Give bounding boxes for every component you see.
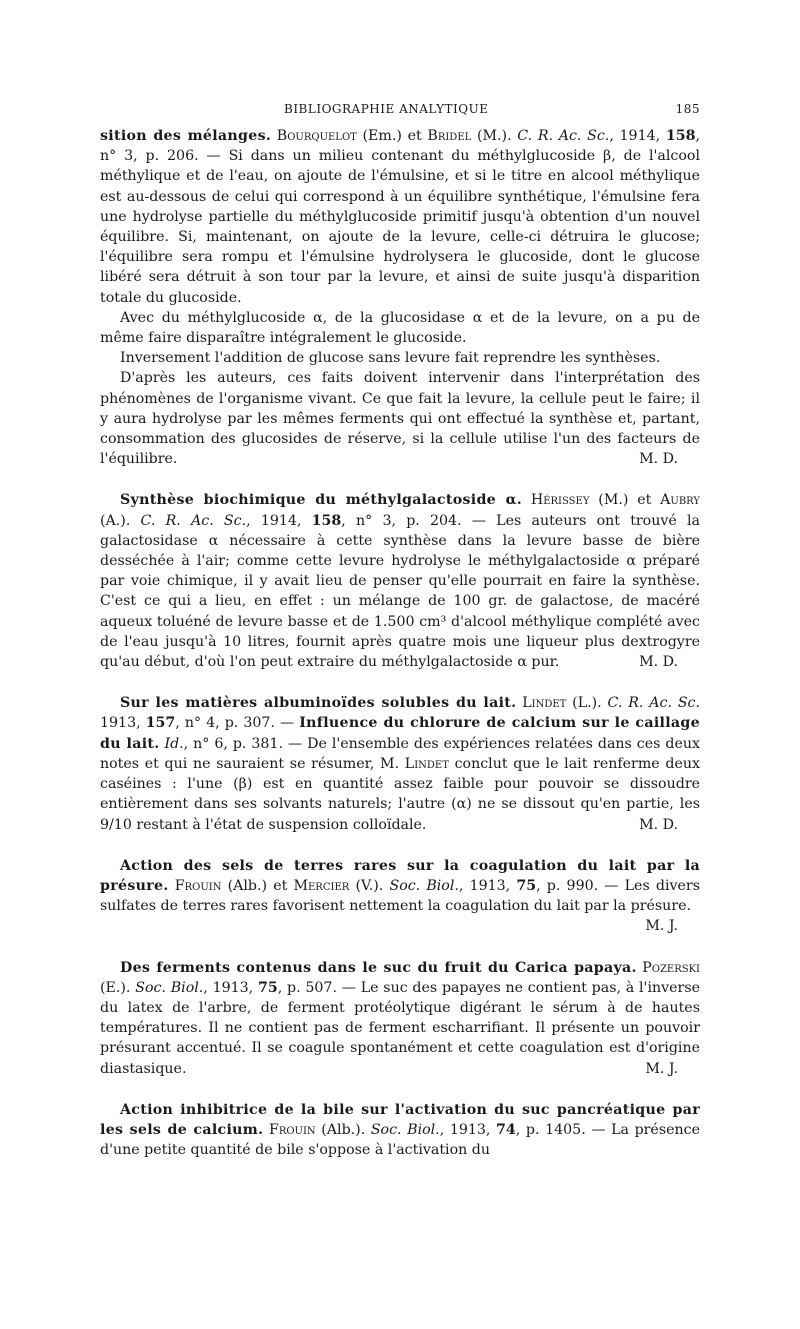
citation-year: , 1913, bbox=[203, 979, 258, 996]
entry-paragraph bbox=[100, 856, 700, 935]
author-name: Mercier bbox=[293, 877, 350, 894]
journal-name: C. R. Ac. Sc. bbox=[140, 512, 247, 529]
journal-name: C. R. Ac. Sc. bbox=[517, 128, 610, 144]
entry-title: Action des sels de terres rares sur la coagulation du lait par la présure. bbox=[100, 857, 700, 894]
author-name: Bridel bbox=[427, 128, 472, 144]
author-name: Lindet bbox=[522, 695, 567, 712]
citation-year: , 1914, bbox=[609, 128, 666, 144]
author-name: Hérissey bbox=[530, 492, 590, 509]
signature: M. D. bbox=[639, 654, 678, 671]
author-initial: (L.). bbox=[566, 695, 608, 712]
entry-bile bbox=[100, 1100, 700, 1161]
entry-carica-papaya bbox=[100, 958, 700, 1079]
entry-methylgalactoside bbox=[100, 490, 700, 672]
volume-number: 75 bbox=[257, 979, 278, 996]
entry-text: , p. 507. — Le suc des papayes ne contient pas, à l'inverse du latex de l'arbre, de ferment protéolytique digérant le sérum à de hautes températures. Il ne contient pas de ferment escharrifiant. Il présente un pouvoir présurant accentué. Il se coagule spontanément et cette coagulation est d'origine diastasique. bbox=[100, 979, 700, 1077]
author-name: Aubry bbox=[660, 492, 700, 509]
page-header bbox=[100, 100, 700, 120]
author-initial: (Alb.). bbox=[315, 1121, 371, 1138]
entry-text: , p. 990. — Les divers sulfates de terres rares favorisent nettement la coagulation du lait par la présure. bbox=[100, 877, 700, 915]
entry-text: conclut que le lait renferme deux caséines : l'une (β) est en quantité assez faible pour pouvoir se dissoudre entièrement dans ses solvants naturels; l'autre (α) ne se dissout qu'en partie, les 9/10 restant à l'état de suspension colloïdale. bbox=[100, 755, 700, 833]
signature: M. J. bbox=[645, 918, 678, 935]
author-name: Pozerski bbox=[642, 959, 700, 976]
entry-title: Synthèse biochimique du méthylgalactoside α. bbox=[120, 492, 523, 509]
journal-name: Soc. Biol. bbox=[135, 979, 204, 996]
journal-name: C. R. Ac. Sc. bbox=[607, 695, 700, 712]
page-number: 185 bbox=[675, 102, 700, 116]
entry-title: Sur les matières albuminoïdes solubles du lait. bbox=[120, 695, 517, 712]
volume-number: 74 bbox=[496, 1121, 516, 1138]
signature: M. D. bbox=[639, 816, 678, 833]
entry-title: Action inhibitrice de la bile sur l'activation du suc pancréatique par les sels de calcium. bbox=[100, 1101, 700, 1138]
entry-paragraph bbox=[100, 958, 700, 1079]
citation-year: , 1913, bbox=[458, 877, 517, 894]
author-initial: (M.) et bbox=[589, 492, 661, 509]
journal-name: Soc. Biol. bbox=[370, 1121, 440, 1138]
entry-paragraph bbox=[100, 693, 700, 834]
citation-year: , 1914, bbox=[246, 512, 312, 529]
entry-terres-rares bbox=[100, 856, 700, 937]
entry-text: , n° 6, p. 381. — De l'ensemble des expériences relatées dans ces deux notes et qui ne sauraient se résumer, M. bbox=[100, 735, 700, 772]
entry-text: , n° 3, p. 206. — Si dans un milieu contenant du méthylglucoside β, de l'alcool méthylique et de l'eau, on ajoute de l'émulsine, et si le titre en alcool méthylique est au-dessous de celui qui correspond à un équilibre synthétique, l'émulsine fera une hydrolyse partielle du méthylglucoside primitif jusqu'à obtention d'un nouvel équilibre. Si, maintenant, on ajoute de la levure, celle-ci détruira le glucose; l'équilibre sera rompu et l'émulsine hydrolysera le glucoside, dont le glucose libéré sera détruit à son tour par la levure, et ainsi de suite jusqu'à disparition totale du glucoside. bbox=[100, 128, 700, 306]
journal-name: Soc. Biol. bbox=[389, 877, 459, 894]
running-title: BIBLIOGRAPHIE ANALYTIQUE bbox=[284, 102, 489, 116]
entry-text: , n° 3, p. 204. — Les auteurs ont trouvé la galactosidase α nécessaire à cette synthèse dans la levure basse de bière desséchée à l'air; comme cette levure hydrolyse le méthylgalactoside α préparé par voie chimique, il y avait lieu de penser qu'elle pourrait en faire la synthèse. C'est ce qui a lieu, en effet : un mélange de 100 gr. de galactose, de macéré aqueux toluéné de levure basse et de 1.500 cm³ d'alcool méthylique complété avec de l'eau jusqu'à 10 litres, fournit après quatre mois une liqueur plus dextrogyre qu'au début, d'où l'on peut extraire du méthylgalactoside α pur. bbox=[100, 512, 700, 671]
author-name: Bourquelot bbox=[276, 128, 357, 144]
signature: M. J. bbox=[645, 1060, 678, 1077]
author-name: Frouin bbox=[174, 877, 222, 894]
entry-paragraph bbox=[100, 126, 700, 308]
entry-paragraph bbox=[100, 490, 700, 672]
author-name: Lindet bbox=[404, 755, 449, 772]
entry-paragraph bbox=[100, 368, 700, 469]
author-initial: (A.). bbox=[100, 512, 141, 529]
author-name: Frouin bbox=[268, 1121, 316, 1138]
citation-year: 1913, bbox=[100, 715, 146, 732]
entry-paragraph bbox=[100, 1100, 700, 1161]
entry-paragraph: Avec du méthylglucoside α, de la glucosidase α et de la levure, on a pu de même faire disparaître intégralement le glucoside. bbox=[100, 309, 700, 347]
volume-number: 75 bbox=[516, 877, 537, 894]
entry-title: sition des mélanges. bbox=[100, 128, 272, 144]
entry-albuminoides bbox=[100, 693, 700, 834]
volume-number: 157 bbox=[145, 715, 176, 732]
page-body bbox=[100, 126, 700, 1181]
entry-subtitle: Influence du chlorure de calcium sur le caillage du lait. bbox=[100, 715, 700, 752]
journal-name: Id. bbox=[164, 735, 184, 752]
author-initial: (M.). bbox=[471, 128, 518, 144]
citation-year: , 1913, bbox=[439, 1121, 497, 1138]
signature: M. D. bbox=[639, 451, 678, 468]
entry-text: D'après les auteurs, ces faits doivent intervenir dans l'interprétation des phénomènes de l'organisme vivant. Ce que fait la levure, la cellule peut le faire; il y aura hydrolyse par les mêmes ferments qui ont effectué la synthèse et, partant, consommation des glucosides de réserve, si la cellule utilise l'un des facteurs de l'équilibre. bbox=[100, 370, 700, 468]
author-initial: (Alb.) et bbox=[221, 877, 294, 894]
author-initial: (V.). bbox=[349, 877, 390, 894]
entry-text: , n° 4, p. 307. — bbox=[175, 715, 300, 732]
entry-melanges bbox=[100, 126, 700, 469]
author-initial: (E.). bbox=[100, 979, 136, 996]
entry-title: Des ferments contenus dans le suc du fruit du Carica papaya. bbox=[120, 959, 637, 976]
entry-text: , p. 1405. — La présence d'une petite quantité de bile s'oppose à l'activation du bbox=[100, 1121, 700, 1159]
entry-paragraph: Inversement l'addition de glucose sans levure fait reprendre les synthèses. bbox=[120, 350, 661, 367]
volume-number: 158 bbox=[311, 512, 342, 529]
author-initial: (Em.) et bbox=[356, 128, 428, 144]
volume-number: 158 bbox=[665, 128, 696, 144]
